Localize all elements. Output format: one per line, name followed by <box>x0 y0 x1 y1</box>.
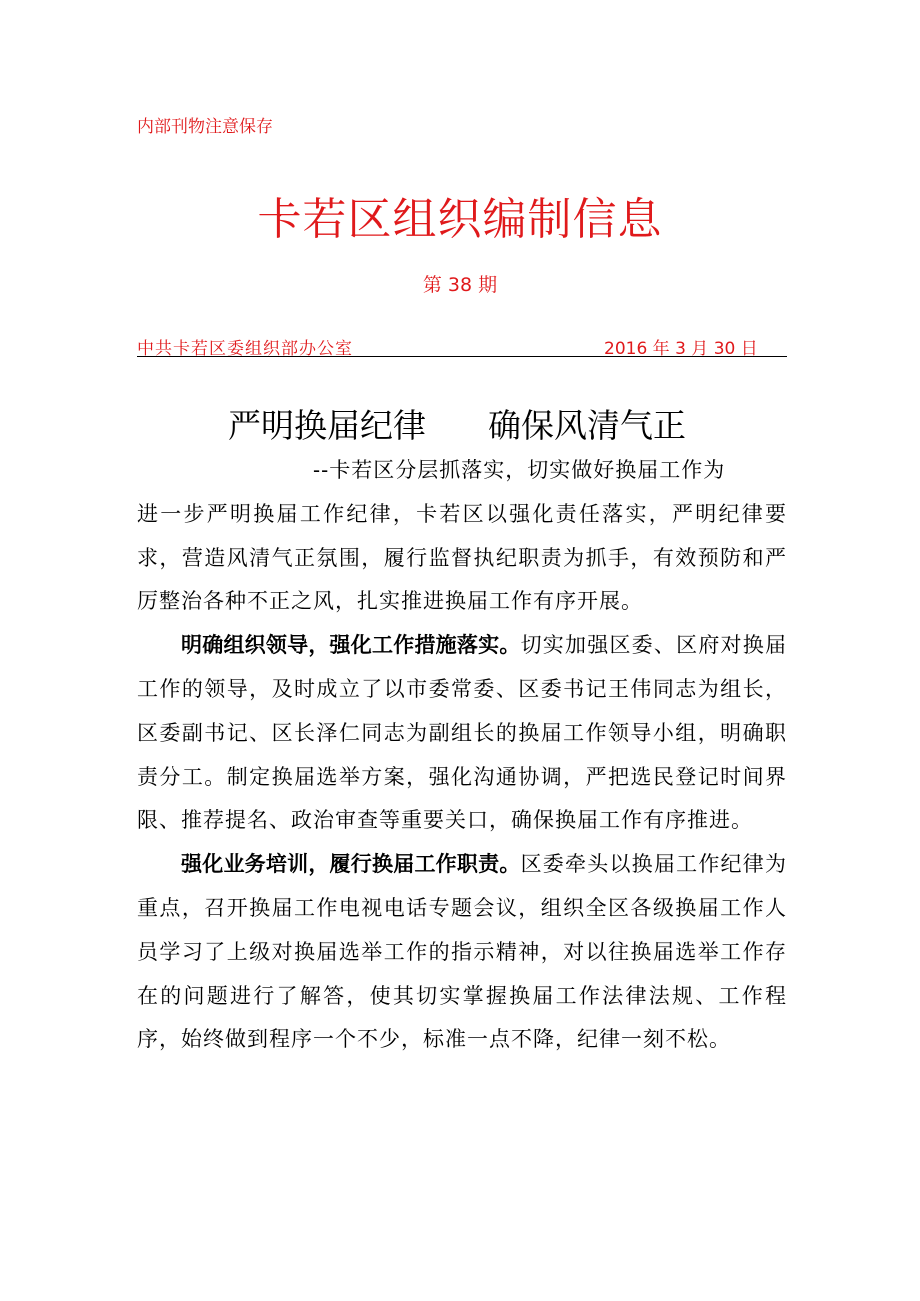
article-title-part2: 确保风清气正 <box>488 406 686 445</box>
header-divider <box>137 356 787 357</box>
article-title-part1: 严明换届纪律 <box>228 406 426 445</box>
masthead-title: 卡若区组织编制信息 <box>257 194 663 245</box>
article-body <box>137 449 787 1062</box>
section-paragraph <box>137 624 787 843</box>
issue-number: 第 38 期 <box>422 274 498 296</box>
section-lead: 强化业务培训，履行换届工作职责。 <box>181 852 521 877</box>
article-intro: 进一步严明换届工作纪律，卡若区以强化责任落实，严明纪律要求，营造风清气正氛围，履行监督执纪职责为抓手，有效预防和严厉整治各种不正之风，扎实推进换届工作有序开展。 <box>137 501 787 614</box>
issue-date: 2016 年 3 月 30 日 <box>604 339 758 359</box>
section-text: 切实加强区委、区府对换届工作的领导，及时成立了以市委常委、区委书记王伟同志为组长，区委副书记、区长泽仁同志为副组长的换届工作领导小组，明确职责分工。制定换届选举方案，强化沟通协调，严把选民登记时间界限、推荐提名、政治审查等重要关口，确保换届工作有序推进。 <box>137 633 788 833</box>
section-paragraph <box>137 843 787 1062</box>
internal-notice: 内部刊物注意保存 <box>137 117 273 137</box>
article-subtitle: --卡若区分层抓落实，切实做好换届工作为 <box>313 458 726 482</box>
article-title <box>228 400 686 447</box>
section-lead: 明确组织领导，强化工作措施落实。 <box>181 633 521 658</box>
section-text: 区委牵头以换届工作纪律为重点，召开换届工作电视电话专题会议，组织全区各级换届工作人员学习了上级对换届选举工作的指示精神，对以往换届选举工作存在的问题进行了解答，使其切实掌握换届工作法律法规、工作程序，始终做到程序一个不少，标准一点不降，纪律一刻不松。 <box>137 852 788 1052</box>
issuing-office: 中共卡若区委组织部办公室 <box>137 339 353 359</box>
